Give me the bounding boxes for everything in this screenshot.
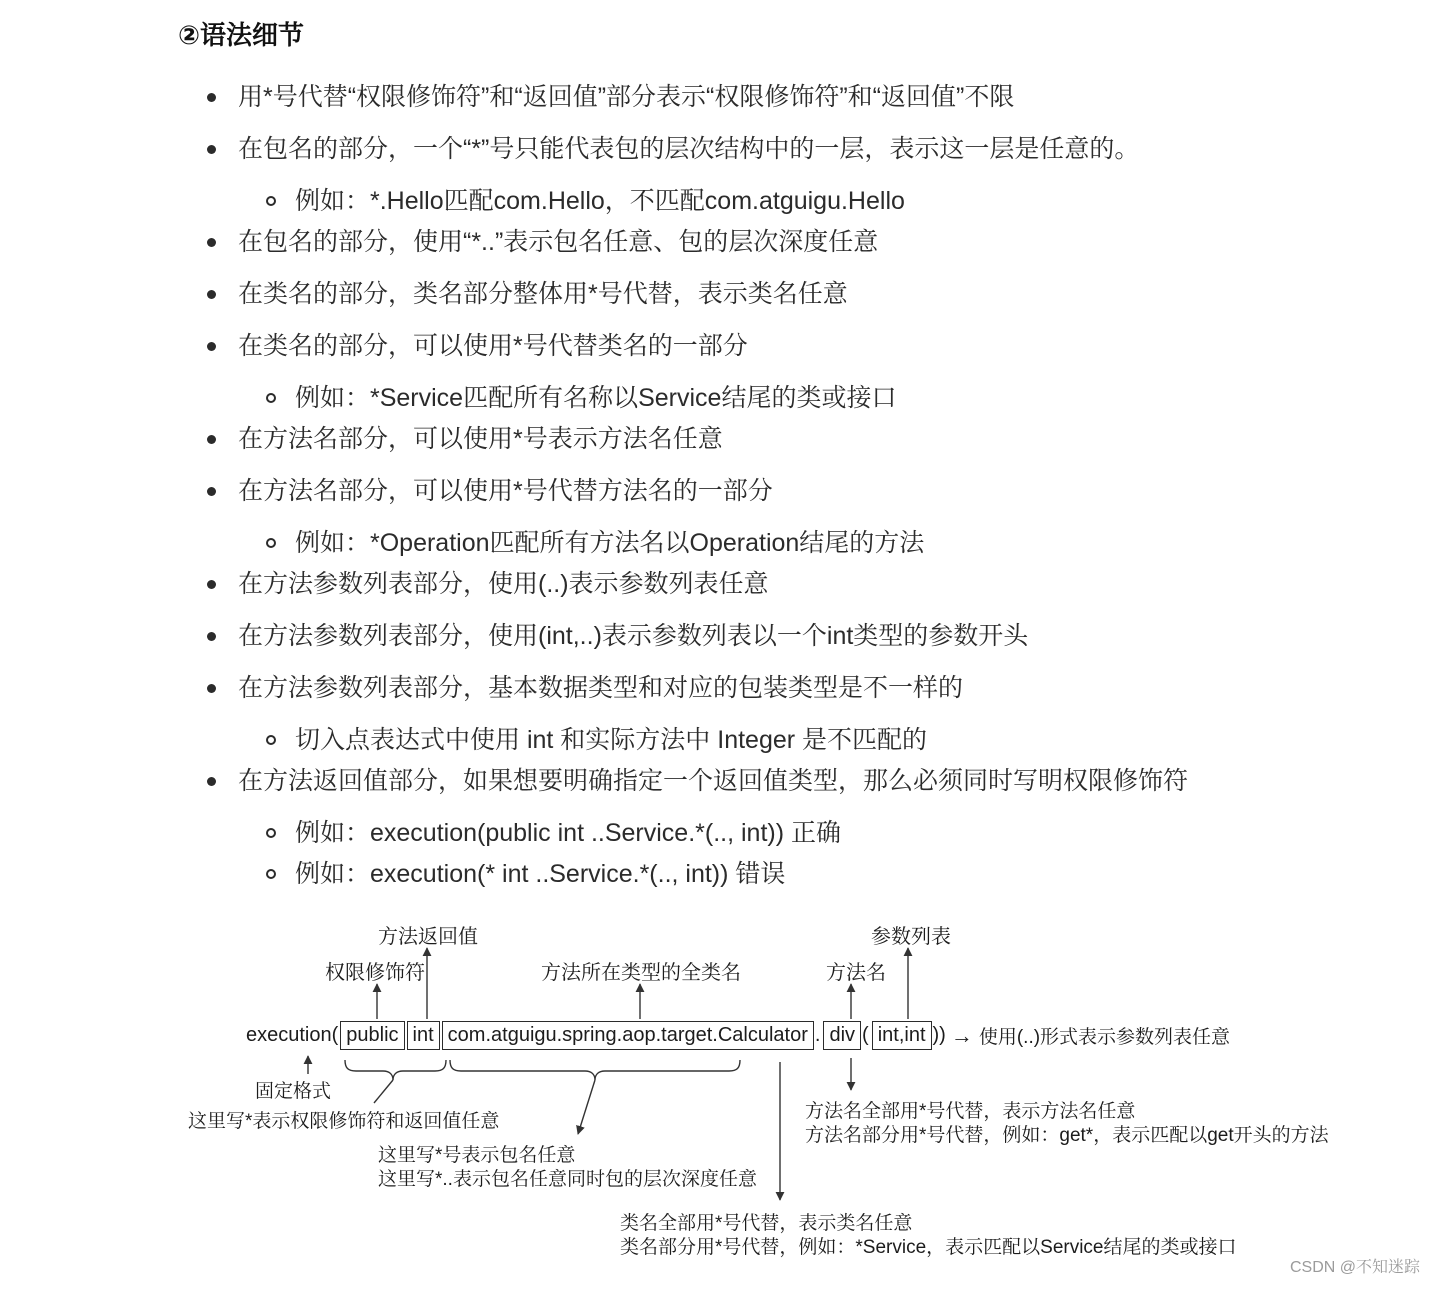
bullet-text: 在类名的部分，可以使用*号代替类名的一部分 xyxy=(238,332,748,360)
bullet-item xyxy=(178,620,1388,653)
bullet-text: 切入点表达式中使用 int 和实际方法中 Integer 是不匹配的 xyxy=(295,726,928,754)
bullet-text: 例如：execution(* int ..Service.*(.., int)) 错误 xyxy=(295,860,786,888)
bullet-text: 在方法参数列表部分，使用(int,..)表示参数列表以一个int类型的参数开头 xyxy=(238,622,1029,650)
sub-bullet-item xyxy=(178,382,1388,415)
bullet-item xyxy=(178,278,1388,311)
bullet-item xyxy=(178,423,1388,456)
bullet-icon xyxy=(207,238,216,247)
return-type-box: int xyxy=(407,1021,440,1050)
sub-bullet-item xyxy=(178,858,1388,891)
bullet-text: 在方法参数列表部分，使用(..)表示参数列表任意 xyxy=(238,570,769,598)
params-box: int,int xyxy=(872,1021,932,1050)
circle-icon xyxy=(266,538,276,548)
note-class-1: 类名全部用*号代替，表示类名任意 xyxy=(620,1213,913,1234)
bullet-text: 在包名的部分，一个“*”号只能代表包的层次结构中的一层，表示这一层是任意的。 xyxy=(238,135,1140,163)
paren-open: ( xyxy=(862,1024,869,1046)
note-modifier: 这里写*表示权限修饰符和返回值任意 xyxy=(188,1111,500,1132)
expression-prefix: execution( xyxy=(246,1024,339,1046)
page-title: ②语法细节 xyxy=(178,20,305,50)
method-box: div xyxy=(823,1021,861,1050)
bullet-item xyxy=(178,133,1388,166)
bullet-text: 例如：*Operation匹配所有方法名以Operation结尾的方法 xyxy=(295,529,925,557)
label-class-fqn: 方法所在类型的全类名 xyxy=(541,962,741,984)
circle-icon xyxy=(266,393,276,403)
circle-icon xyxy=(266,828,276,838)
right-arrow-icon: → xyxy=(950,1022,973,1048)
bullet-item xyxy=(178,226,1388,259)
bullet-icon xyxy=(207,435,216,444)
bullet-text: 在方法名部分，可以使用*号表示方法名任意 xyxy=(238,425,723,453)
sub-bullet-item xyxy=(178,185,1388,218)
circle-icon xyxy=(266,196,276,206)
bullet-text: 在方法名部分，可以使用*号代替方法名的一部分 xyxy=(238,477,773,505)
execution-expression xyxy=(246,1021,1230,1050)
paren-close: )) xyxy=(932,1024,946,1046)
bullet-text: 在方法参数列表部分，基本数据类型和对应的包装类型是不一样的 xyxy=(238,674,964,702)
bullet-icon xyxy=(207,777,216,786)
class-box: com.atguigu.spring.aop.target.Calculator xyxy=(442,1021,814,1050)
bullet-text: 例如：*Service匹配所有名称以Service结尾的类或接口 xyxy=(295,384,897,412)
note-method-1: 方法名全部用*号代替，表示方法名任意 xyxy=(805,1101,1136,1122)
bullet-item xyxy=(178,568,1388,601)
circle-icon xyxy=(266,869,276,879)
bullet-item xyxy=(178,81,1388,114)
bullet-icon xyxy=(207,487,216,496)
bullet-item xyxy=(178,330,1388,363)
line-modifier-note xyxy=(374,1080,393,1103)
document-content xyxy=(178,18,1388,891)
bullet-icon xyxy=(207,684,216,693)
modifier-box: public xyxy=(340,1021,404,1050)
brace-modifier-return xyxy=(345,1060,446,1080)
label-return-type: 方法返回值 xyxy=(378,926,478,948)
arrow-package-note xyxy=(578,1080,595,1134)
bullet-icon xyxy=(207,93,216,102)
label-param-list: 参数列表 xyxy=(871,926,951,948)
dot-separator: . xyxy=(814,1024,821,1046)
brace-package xyxy=(450,1060,740,1080)
sub-bullet-item xyxy=(178,527,1388,560)
bullet-icon xyxy=(207,580,216,589)
bullet-text: 例如：*.Hello匹配com.Hello，不匹配com.atguigu.Hello xyxy=(295,187,905,215)
bullet-text: 用*号代替“权限修饰符”和“返回值”部分表示“权限修饰符”和“返回值”不限 xyxy=(238,83,1015,111)
bullet-text: 在包名的部分，使用“*..”表示包名任意、包的层次深度任意 xyxy=(238,228,879,256)
bullet-text: 在方法返回值部分，如果想要明确指定一个返回值类型，那么必须同时写明权限修饰符 xyxy=(238,767,1189,795)
bullet-text: 在类名的部分，类名部分整体用*号代替，表示类名任意 xyxy=(238,280,848,308)
note-package-1: 这里写*号表示包名任意 xyxy=(378,1145,576,1166)
watermark: CSDN @不知迷踪 xyxy=(1290,1259,1421,1276)
bullet-icon xyxy=(207,632,216,641)
params-note: 使用(..)形式表示参数列表任意 xyxy=(978,1027,1231,1048)
label-method-name: 方法名 xyxy=(826,962,886,984)
note-method-2: 方法名部分用*号代替，例如：get*，表示匹配以get开头的方法 xyxy=(805,1125,1329,1146)
bullet-icon xyxy=(207,145,216,154)
bullet-item xyxy=(178,475,1388,508)
sub-bullet-item xyxy=(178,817,1388,850)
note-package-2: 这里写*..表示包名任意同时包的层次深度任意 xyxy=(378,1169,757,1190)
note-fixed-format: 固定格式 xyxy=(255,1081,332,1102)
bullet-item xyxy=(178,765,1388,798)
sub-bullet-item xyxy=(178,724,1388,757)
bullet-item xyxy=(178,672,1388,705)
bullet-list xyxy=(178,81,1388,891)
bullet-icon xyxy=(207,342,216,351)
note-class-2: 类名部分用*号代替，例如：*Service，表示匹配以Service结尾的类或接口 xyxy=(620,1237,1237,1258)
circle-icon xyxy=(266,735,276,745)
bullet-text: 例如：execution(public int ..Service.*(.., int)) 正确 xyxy=(295,819,841,847)
label-access-modifier: 权限修饰符 xyxy=(325,962,425,984)
pointcut-expression-diagram xyxy=(0,910,1444,1290)
bullet-icon xyxy=(207,290,216,299)
